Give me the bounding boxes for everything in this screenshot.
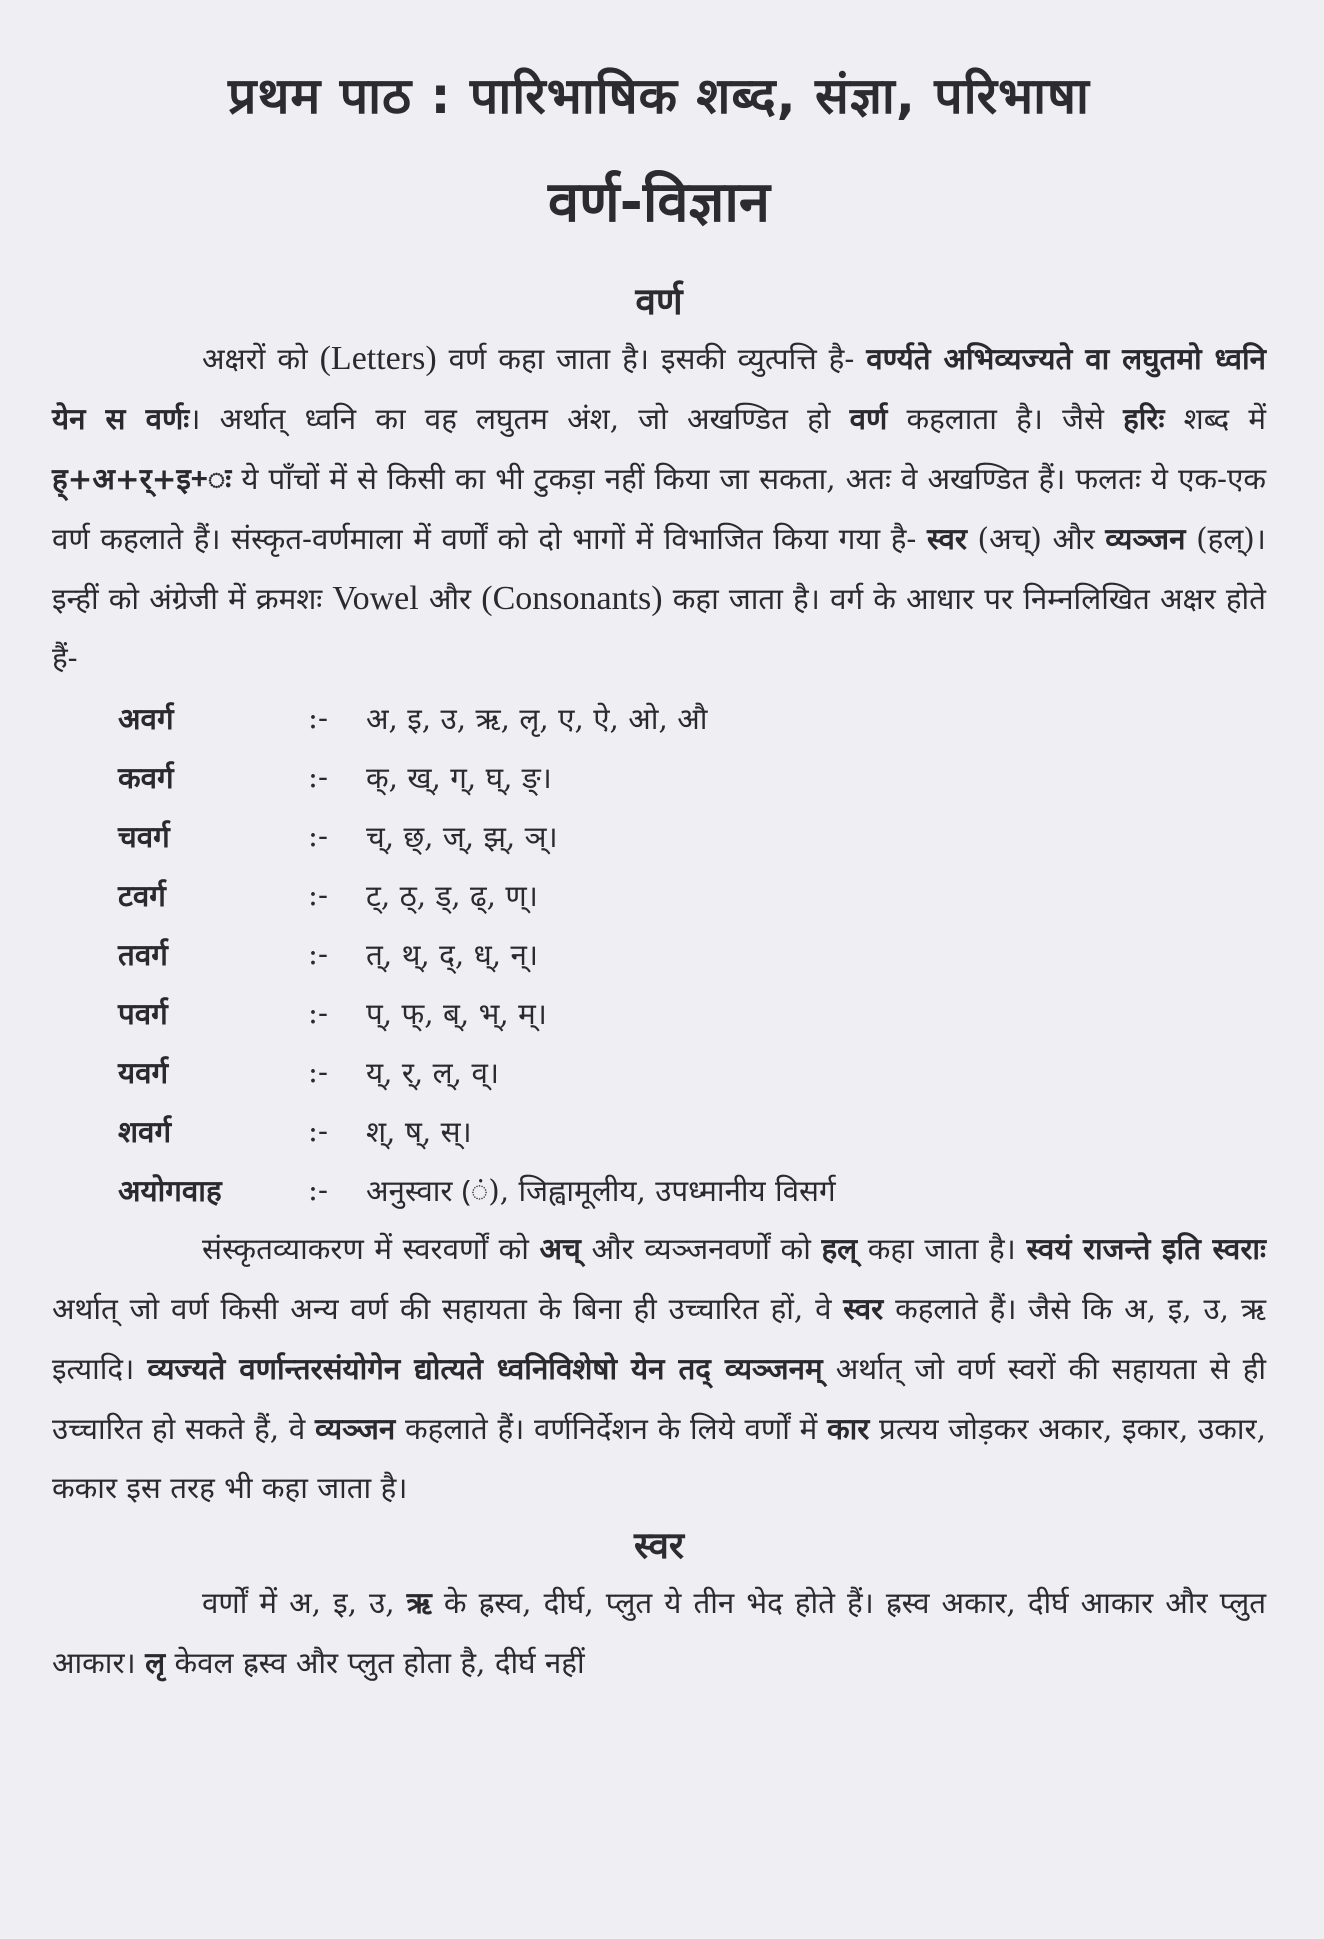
text-run: (हल्)। इन्हीं को अंग्रेजी में क्रमशः [52, 522, 1266, 616]
chapter-title: प्रथम पाठ : पारिभाषिक शब्द, संज्ञा, परिभाषा [228, 67, 1090, 125]
text-run: अक्षरों को [202, 342, 320, 376]
bold-term: अच् [539, 1231, 581, 1266]
bold-term: वर्ण [849, 401, 888, 436]
varga-row [118, 1160, 836, 1219]
paragraph-svar [52, 1573, 1266, 1693]
text-run: कहा जाता है। वर्ग के आधार पर निम्नलिखित अक्षर होते हैं- [52, 582, 1267, 675]
varga-row [118, 1042, 836, 1101]
paragraph-varna-definition [52, 329, 1266, 688]
varga-name: पवर्ग [118, 996, 168, 1031]
text-run: ये पाँचों में से किसी का भी टुकड़ा नहीं किया जा सकता, अतः वे अखण्डित हैं। फलतः ये एक-एक वर्ण कहलाते हैं। संस्कृत-वर्णमाला में वर्णों को दो भागों में विभाजित किया गया है- [52, 462, 1266, 556]
varga-name: चवर्ग [118, 819, 170, 854]
text-run: कहलाते हैं। जैसे कि अ, इ, उ, ऋ इत्यादि। [52, 1292, 1266, 1386]
paragraph-ach-hal [52, 1219, 1266, 1518]
bold-term: ऋ [406, 1585, 432, 1620]
bold-term: व्यञ्जन [1105, 521, 1186, 556]
text-run: और व्यञ्जनवर्णों को [580, 1232, 822, 1266]
text-run: (Letters) [319, 340, 437, 377]
varga-letters: अ, इ, उ, ऋ, लृ, ए, ऐ, ओ, औ [366, 702, 708, 736]
topic-title: वर्ण-विज्ञान [548, 170, 770, 235]
bold-term: हल् [821, 1231, 858, 1266]
text-run: संस्कृतव्याकरण में स्वरवर्णों को [202, 1232, 540, 1266]
varga-row [118, 688, 836, 747]
varga-letters: ट्, ठ्, ड्, ढ्, ण्। [366, 879, 538, 913]
varga-separator: :- [308, 1172, 328, 1207]
bold-term: स्वर [927, 521, 967, 556]
varga-letters: प्, फ्, ब्, भ्, म्। [366, 997, 547, 1031]
varga-separator: :- [308, 700, 328, 735]
text-run: कहलाते हैं। वर्णनिर्देशन के लिये वर्णों में [395, 1412, 827, 1446]
text-run: कहलाता है। जैसे [887, 402, 1124, 436]
text-run: (Consonants) [481, 580, 663, 617]
text-run: केवल ह्रस्व और प्लुत होता है, दीर्घ नहीं [165, 1646, 585, 1680]
varga-name: कवर्ग [118, 760, 174, 795]
bold-term: स्वयं राजन्ते इति स्वराः [1026, 1231, 1266, 1266]
varga-name: टवर्ग [118, 878, 166, 913]
varga-separator: :- [308, 1113, 328, 1148]
text-run: Vowel [332, 580, 419, 617]
text-run: कहा जाता है। [857, 1232, 1027, 1266]
text-run: । अर्थात् ध्वनि का वह लघुतम अंश, जो अखण्डित हो [189, 402, 850, 436]
bold-term: स्वर [843, 1291, 884, 1326]
varga-letters: क्, ख्, ग्, घ्, ङ्। [366, 761, 552, 795]
bold-term: लृ [145, 1645, 166, 1680]
bold-term: कार [826, 1411, 870, 1446]
varga-name: यवर्ग [118, 1055, 169, 1090]
varga-separator: :- [308, 1054, 328, 1089]
bold-term: वर्ण्यते अभिव्यज्यते वा लघुतमो ध्वनि येन स वर्णः [52, 341, 1266, 436]
varga-separator: :- [308, 936, 328, 971]
varga-table [118, 688, 836, 1219]
bold-term: हरिः [1123, 401, 1165, 436]
section-heading-svar: स्वर [633, 1524, 685, 1567]
text-run: वर्णों में अ, इ, उ, [202, 1586, 407, 1620]
varga-separator: :- [308, 877, 328, 912]
text-run: के ह्रस्व, दीर्घ, प्लुत ये तीन भेद होते हैं। ह्रस्व अकार, दीर्घ आकार और प्लुत आकार। [52, 1586, 1267, 1680]
section-heading-varna: वर्ण [635, 280, 683, 323]
varga-separator: :- [308, 995, 328, 1030]
varga-letters: य्, र्, ल्, व्। [366, 1056, 500, 1090]
text-run: (अच्) और [966, 522, 1106, 556]
bold-term: ह्+अ+र्+इ+ः [52, 461, 232, 496]
varga-name: शवर्ग [118, 1114, 172, 1149]
varga-row [118, 747, 836, 806]
varga-name: अवर्ग [118, 701, 174, 736]
varga-letters: त्, थ्, द्, ध्, न्। [366, 938, 539, 972]
text-run: शब्द में [1164, 402, 1266, 436]
varga-separator: :- [308, 759, 328, 794]
varga-letters: अनुस्वार (ं), जिह्वामूलीय, उपध्मानीय विसर्ग [366, 1174, 836, 1208]
varga-separator: :- [308, 818, 328, 853]
varga-row [118, 806, 836, 865]
text-run: अर्थात् जो वर्ण किसी अन्य वर्ण की सहायता के बिना ही उच्चारित हों, वे [52, 1292, 844, 1326]
bold-term: व्यज्यते वर्णान्तरसंयोगेन द्योत्यते ध्वनिविशेषो येन तद् व्यञ्जनम् [147, 1351, 823, 1386]
varga-name: तवर्ग [118, 937, 168, 972]
varga-name: अयोगवाह [118, 1173, 222, 1208]
text-run: और [418, 582, 482, 616]
varga-row [118, 865, 836, 924]
varga-row [118, 1101, 836, 1160]
varga-letters: श्, ष्, स्। [366, 1115, 472, 1149]
varga-row [118, 924, 836, 983]
text-run: प्रत्यय जोड़कर अकार, इकार, उकार, ककार इस तरह भी कहा जाता है। [52, 1412, 1266, 1505]
varga-row [118, 983, 836, 1042]
text-run: अर्थात् जो वर्ण स्वरों की सहायता से ही उच्चारित हो सकते हैं, वे [52, 1352, 1267, 1446]
bold-term: व्यञ्जन [315, 1411, 396, 1446]
varga-letters: च्, छ्, ज्, झ्, ञ्। [366, 820, 558, 854]
text-run: वर्ण कहा जाता है। इसकी व्युत्पत्ति है- [436, 342, 867, 376]
